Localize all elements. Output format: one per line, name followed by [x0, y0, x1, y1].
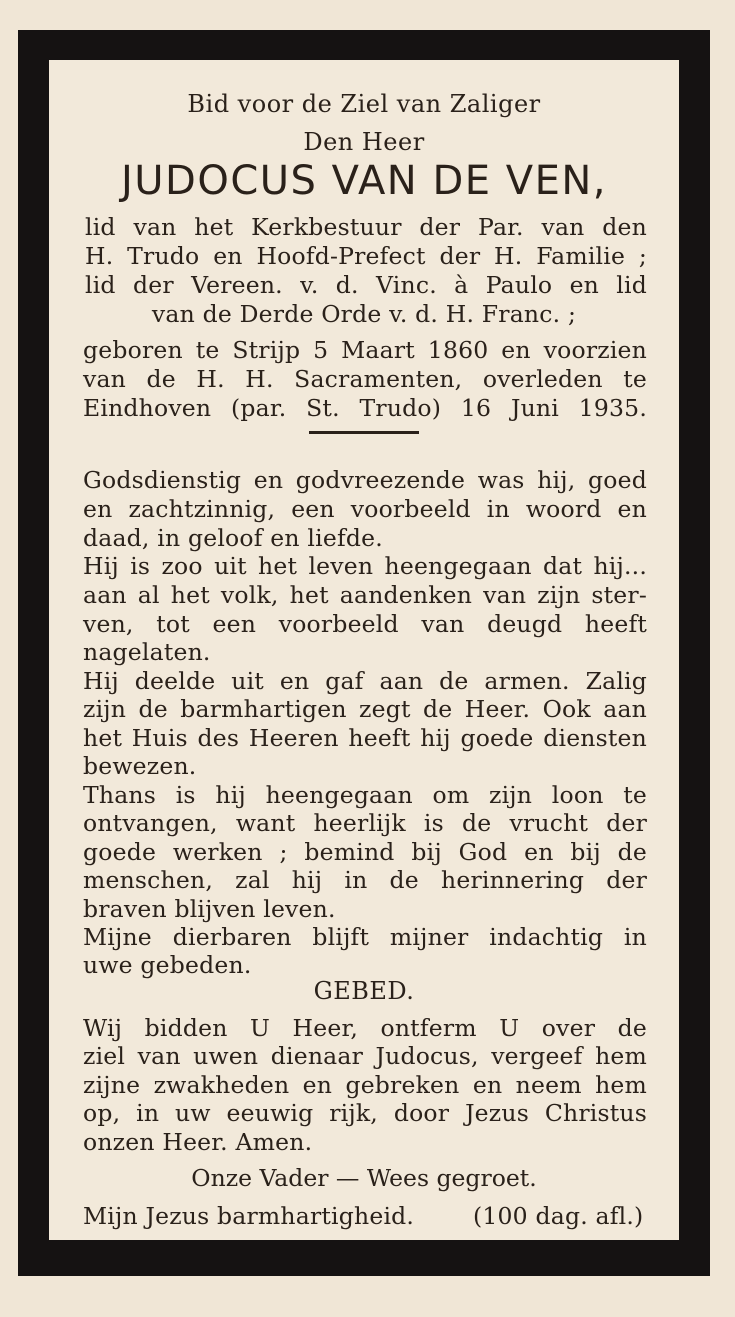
- divider-rule: [309, 431, 419, 434]
- titles-line: lid der Vereen. v. d. Vinc. à Paulo en lid: [85, 271, 647, 299]
- eulogy-line: zijn de barmhartigen zegt de Heer. Ook aan: [83, 695, 647, 723]
- eulogy-line: daad, in geloof en liefde.: [83, 524, 383, 552]
- prayer-line: op, in uw eeuwig rijk, door Jezus Christus: [83, 1099, 647, 1127]
- eulogy-line: het Huis des Heeren heeft hij goede diensten: [83, 724, 647, 752]
- eulogy-line: Thans is hij heengegaan om zijn loon te: [83, 781, 647, 809]
- eulogy-line: ven, tot een voorbeeld van deugd heeft: [83, 610, 647, 638]
- biography-line: Eindhoven (par. St. Trudo) 16 Juni 1935.: [83, 394, 647, 422]
- biography-line: van de H. H. Sacramenten, overleden te: [83, 365, 647, 393]
- prayer-line: Wij bidden U Heer, ontferm U over de: [83, 1014, 647, 1042]
- honorific-line: Den Heer: [303, 128, 425, 156]
- prayer-line: zijne zwakheden en gebreken en neem hem: [83, 1071, 647, 1099]
- eulogy-line: menschen, zal hij in de herinnering der: [83, 866, 647, 894]
- eulogy-line: nagelaten.: [83, 638, 211, 666]
- invocation-line: Bid voor de Ziel van Zaliger: [187, 90, 541, 118]
- eulogy-line: Hij deelde uit en gaf aan de armen. Zalig: [83, 667, 647, 695]
- eulogy-line: Godsdienstig en godvreezende was hij, goed: [83, 466, 647, 494]
- titles-line: lid van het Kerkbestuur der Par. van den: [85, 213, 647, 241]
- indulgence-note: (100 dag. afl.): [473, 1202, 644, 1230]
- eulogy-line: uwe gebeden.: [83, 951, 252, 979]
- eulogy-line: aan al het volk, het aandenken van zijn ster-: [83, 581, 647, 609]
- deceased-name: JUDOCUS VAN DE VEN,: [120, 158, 608, 204]
- biography-line: geboren te Strijp 5 Maart 1860 en voorzien: [83, 336, 647, 364]
- eulogy-line: ontvangen, want heerlijk is de vrucht der: [83, 809, 647, 837]
- prayer-line: ziel van uwen dienaar Judocus, vergeef hem: [83, 1042, 647, 1070]
- eulogy-line: en zachtzinnig, een voorbeeld in woord en: [83, 495, 647, 523]
- eulogy-line: braven blijven leven.: [83, 895, 336, 923]
- closing-prayers: Onze Vader — Wees gegroet.: [191, 1164, 537, 1192]
- prayer-title: GEBED.: [313, 977, 415, 1005]
- prayer-line: onzen Heer. Amen.: [83, 1128, 313, 1156]
- eulogy-line: bewezen.: [83, 752, 197, 780]
- eulogy-line: Mijne dierbaren blijft mijner indachtig in: [83, 923, 647, 951]
- eulogy-line: goede werken ; bemind bij God en bij de: [83, 838, 647, 866]
- titles-line: H. Trudo en Hoofd-Prefect der H. Familie ;: [85, 242, 647, 270]
- card-text-panel: [49, 60, 679, 1240]
- eulogy-line: Hij is zoo uit het leven heengegaan dat hij...: [83, 552, 647, 580]
- titles-line: van de Derde Orde v. d. H. Franc. ;: [151, 300, 577, 328]
- closing-aspiration: Mijn Jezus barmhartigheid.: [83, 1202, 415, 1230]
